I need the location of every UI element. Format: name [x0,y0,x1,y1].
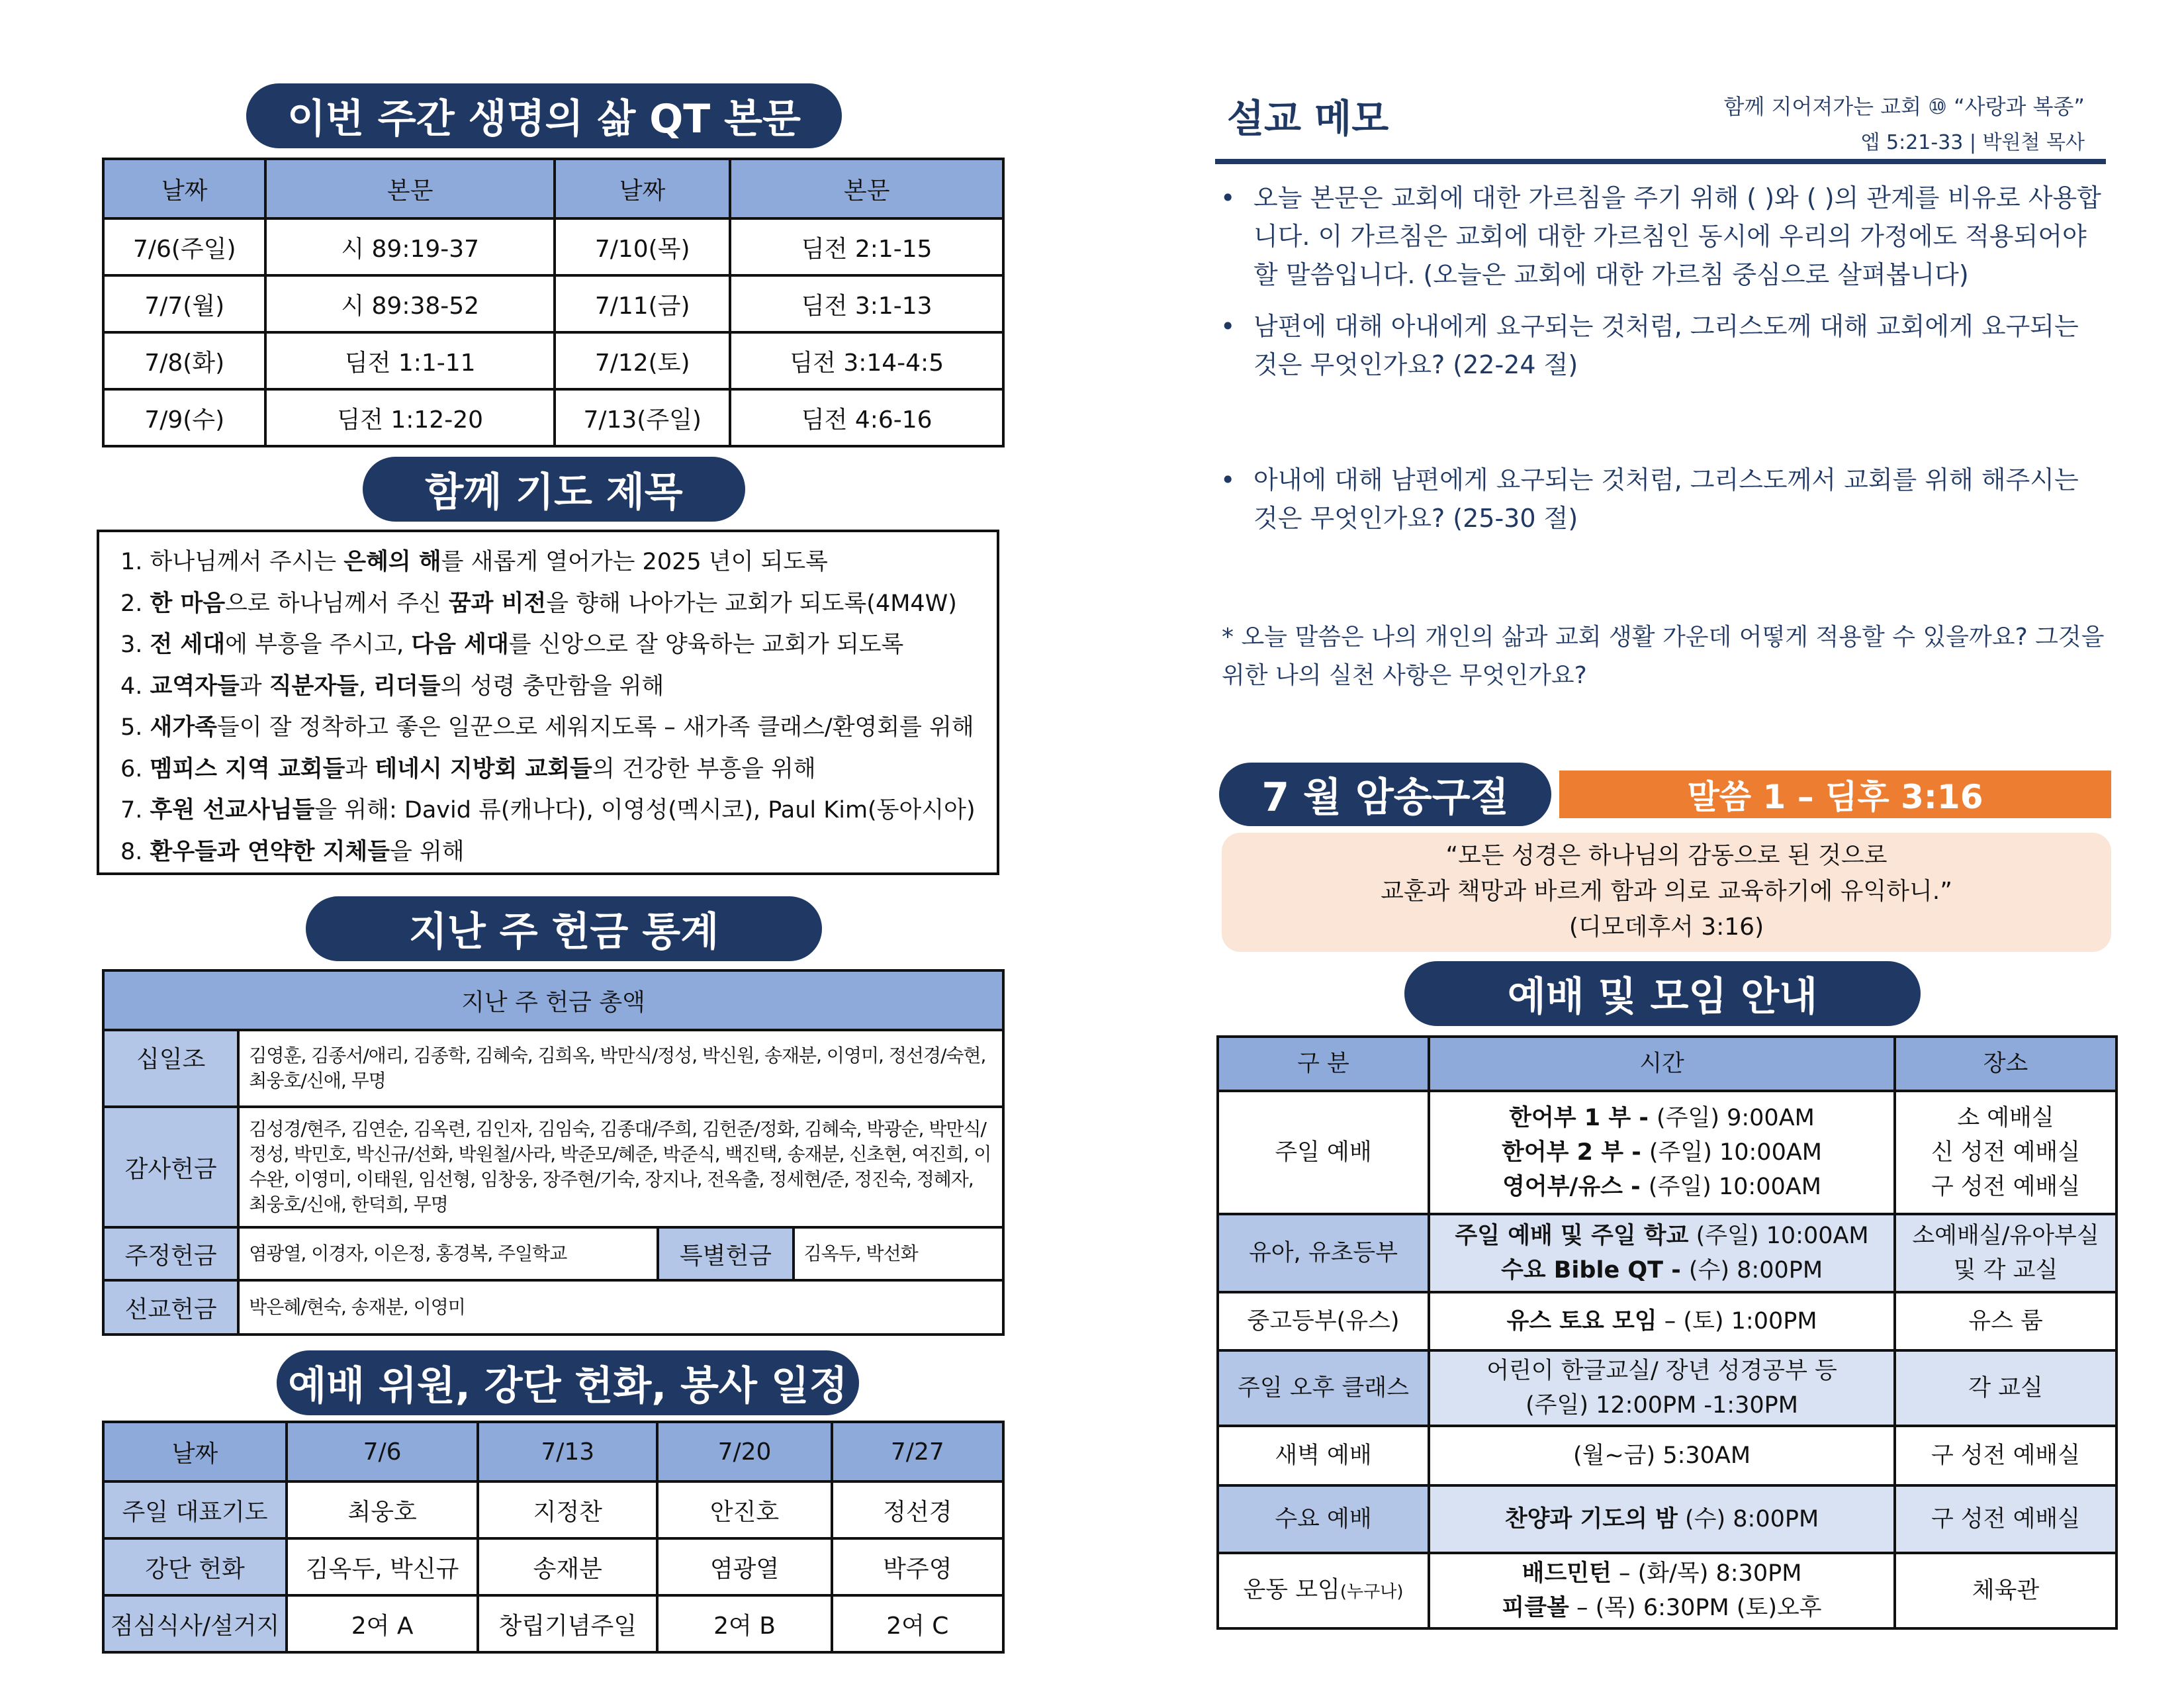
sermon-reference: 엡 5:21-33 | 박원철 목사 [1860,131,2085,154]
worship-place-line: 및 각 교실 [1953,1257,2058,1284]
duty-cell: 안진호 [657,1481,831,1538]
duty-header: 7/20 [657,1422,831,1481]
qt-cell: 7/12(토) [555,332,730,389]
duty-header: 7/13 [478,1422,657,1481]
memo-item: • 아내에 대해 남편에게 요구되는 것처럼, 그리스도께서 교회를 위해 해주시는 것은 무엇인가요? (25-30 절) [1215,461,2109,538]
tithe-names: 김영훈, 김종서/애리, 김종학, 김혜숙, 김희옥, 박만식/정성, 박신원, 송재분, 이영미, 정선경/숙현, 최웅호/신애, 무명 [238,1030,1003,1107]
worship-category [1218,1485,1429,1553]
worship-row [1218,1091,2116,1214]
worship-place [1895,1553,2116,1628]
worship-time-line [1431,1135,1893,1170]
worship-time-line [1431,1170,1893,1204]
duty-title: 예배 위원, 강단 헌화, 봉사 일정 [277,1350,859,1415]
worship-time-line [1431,1101,1893,1135]
qt-header: 날짜 [103,159,265,218]
mission-label: 선교헌금 [103,1280,238,1335]
worship-event: 영어부/유스 - [1502,1174,1649,1200]
worship-schedule: (주일) 9:00AM [1657,1105,1815,1131]
prayer-box [97,530,999,875]
thanks-names: 김성경/현주, 김연순, 김옥련, 김인자, 김임숙, 김종대/주희, 김헌준/정화, 김혜숙, 박광순, 박만식/정성, 박민호, 박신규/선화, 박원철/사라, 박준모/혜준, 박준식, 백진택, 송재분, 신초현, 여진희, 이수완, 이영미, 이태원, 임선형, 임창웅, 장주현/기숙, 장지나, 전옥출, 정세현/준, 정진숙, 정혜자, 최웅호/신애, 한덕희, 무명 [238,1107,1003,1227]
worship-place-line: 구 성전 예배실 [1931,1442,2081,1469]
prayer-item [120,583,997,625]
prayer-text: 들이 잘 정착하고 좋은 일꾼으로 세워지도록 – 새가족 클래스/환영회를 위해 [216,714,974,741]
worship-time-line [1431,1354,1893,1388]
worship-time-line [1431,1304,1893,1338]
worship-place [1895,1292,2116,1350]
prayer-item [120,541,997,583]
prayer-text: 3. [120,632,150,658]
worship-place [1895,1426,2116,1485]
qt-cell: 7/11(금) [555,275,730,332]
memo-title: 설교 메모 [1227,96,1389,141]
duty-row [103,1538,1003,1595]
prayer-text: 과 [345,755,375,782]
mission-names: 박은혜/현숙, 송재분, 이영미 [238,1280,1003,1335]
tithe-label: 십일조 [103,1030,238,1107]
qt-header: 본문 [265,159,555,218]
prayer-text: 에 부흥을 주시고, [225,632,412,658]
worship-time [1429,1292,1895,1350]
prayer-emphasis: 테네시 지방회 교회들 [375,755,592,782]
worship-category [1218,1214,1429,1292]
worship-header: 장소 [1895,1037,2116,1091]
prayer-text: 6. [120,755,150,782]
prayer-text: 2. [120,590,150,617]
prayer-text: 을 위해: David 류(캐나다), 이영성(멕시코), Paul Kim(동아시아) [314,797,976,823]
prayer-emphasis: 환우들과 연약한 지체들 [150,838,390,865]
duty-cell: 박주영 [832,1538,1003,1595]
worship-category-label: 새벽 예배 [1275,1442,1372,1469]
worship-place-line: 체육관 [1972,1577,2040,1604]
worship-time-line [1431,1591,1893,1625]
duty-cell: 창립기념주일 [478,1595,657,1652]
prayer-text: 의 건강한 부흥을 위해 [592,755,816,782]
qt-cell: 7/9(수) [103,389,265,446]
prayer-emphasis: 교역자들 [150,673,240,700]
prayer-emphasis: 은혜의 해 [343,549,441,575]
duty-header: 7/27 [832,1422,1003,1481]
worship-time-line [1431,1438,1893,1473]
duty-cell: 지정찬 [478,1481,657,1538]
prayer-text: 을 위해 [390,838,465,865]
worship-row [1218,1292,2116,1350]
prayer-item [120,707,997,749]
worship-schedule: (수) 8:00PM [1677,1506,1819,1532]
worship-place-line: 구 성전 예배실 [1931,1506,2081,1532]
memo-item: • 오늘 본문은 교회에 대한 가르침을 주기 위해 ( )와 ( )의 관계를 비유로 사용합니다. 이 가르침은 교회에 대한 가르침인 동시에 우리의 가정에도 적용되어야 할 말씀입니다. (오늘은 교회에 대한 가르침 중심으로 살펴봅니다) [1215,179,2109,294]
prayer-text: 으로 하나님께서 주신 [225,590,449,617]
worship-category-label: 중고등부(유스) [1247,1308,1400,1335]
prayer-text: 을 향해 나아가는 교회가 되도록(4M4W) [546,590,957,617]
worship-event: 한어부 2 부 - [1502,1139,1649,1166]
qt-title: 이번 주간 생명의 삶 QT 본문 [246,83,842,148]
prayer-text: 를 신앙으로 잘 양육하는 교회가 되도록 [508,632,904,658]
prayer-item [120,666,997,708]
prayer-item [120,749,997,790]
worship-row [1218,1553,2116,1628]
qt-cell: 7/8(화) [103,332,265,389]
worship-time-line [1431,1253,1893,1288]
worship-time [1429,1426,1895,1485]
duty-cell: 염광열 [657,1538,831,1595]
worship-header: 시간 [1429,1037,1895,1091]
qt-cell: 7/10(목) [555,218,730,275]
prayer-emphasis: 새가족 [150,714,217,741]
weekly-names: 염광열, 이경자, 이은정, 홍경복, 주일학교 [238,1227,658,1280]
worship-event: 수요 Bible QT - [1500,1257,1689,1284]
duty-role: 강단 헌화 [103,1538,287,1595]
qt-cell: 7/13(주일) [555,389,730,446]
duty-cell: 2여 B [657,1595,831,1652]
offering-total-header: 지난 주 헌금 총액 [103,970,1003,1030]
duty-cell: 정선경 [832,1481,1003,1538]
prayer-text: 5. [120,714,150,741]
worship-time-line [1431,1388,1893,1423]
qt-cell: 딤전 1:12-20 [265,389,555,446]
prayer-emphasis: 리더들 [373,673,441,700]
worship-category [1218,1091,1429,1214]
duty-cell: 최웅호 [287,1481,478,1538]
worship-category [1218,1426,1429,1485]
prayer-text: 4. [120,673,150,700]
prayer-text: 과 [239,673,269,700]
qt-header: 본문 [730,159,1003,218]
prayer-emphasis: 한 마음 [150,590,226,617]
prayer-emphasis: 후원 선교사님들 [150,797,315,823]
qt-row [103,389,1003,446]
special-label: 특별헌금 [658,1227,793,1280]
offering-title: 지난 주 헌금 통계 [306,896,822,961]
worship-place [1895,1485,2116,1553]
worship-event: 배드민턴 [1522,1560,1612,1587]
memo-divider [1215,159,2106,164]
worship-time-line [1431,1502,1893,1536]
worship-time-line [1431,1219,1893,1253]
memo-list [1215,179,2109,538]
worship-event: 주일 예배 및 주일 학교 [1455,1223,1689,1249]
prayer-text: 의 성령 충만함을 위해 [440,673,664,700]
prayer-emphasis: 전 세대 [150,632,226,658]
qt-row [103,218,1003,275]
duty-table [102,1421,1005,1654]
qt-row [103,275,1003,332]
duty-header: 7/6 [287,1422,478,1481]
worship-schedule: (주일) 10:00AM [1649,1139,1822,1166]
prayer-list [99,532,997,872]
worship-time-line [1431,1556,1893,1591]
duty-cell: 2여 A [287,1595,478,1652]
qt-cell: 딤전 2:1-15 [730,218,1003,275]
verse-line: “모든 성경은 하나님의 감동으로 된 것으로 [1445,842,1888,869]
worship-event: 찬양과 기도의 밤 [1504,1506,1678,1532]
verse-line: (디모데후서 3:16) [1569,914,1764,941]
worship-place-line: 소예배실/유아부실 [1912,1223,2099,1249]
weekly-label: 주정헌금 [103,1227,238,1280]
prayer-text: 8. [120,838,150,865]
worship-schedule: (월~금) 5:30AM [1572,1442,1751,1469]
verse-title: 7 월 암송구절 [1219,763,1551,826]
worship-place-line: 구 성전 예배실 [1931,1174,2081,1200]
qt-cell: 시 89:38-52 [265,275,555,332]
worship-time [1429,1485,1895,1553]
worship-time [1429,1214,1895,1292]
special-names: 김옥두, 박선화 [794,1227,1003,1280]
worship-category-label: 운동 모임 [1243,1576,1340,1603]
worship-category-label: 주일 오후 클래스 [1238,1375,1409,1401]
worship-schedule: – (토) 1:00PM [1657,1308,1817,1335]
prayer-item [120,831,997,873]
duty-header: 날짜 [103,1422,287,1481]
worship-schedule: 어린이 한글교실/ 장년 성경공부 등 [1486,1358,1837,1384]
worship-place-line: 유스 룸 [1968,1308,2043,1335]
prayer-emphasis: 다음 세대 [411,632,509,658]
prayer-title: 함께 기도 제목 [363,457,745,522]
worship-header: 구 분 [1218,1037,1429,1091]
duty-cell: 김옥두, 박신규 [287,1538,478,1595]
worship-row [1218,1426,2116,1485]
worship-row [1218,1485,2116,1553]
worship-schedule: – (목) 6:30PM (토)오후 [1569,1595,1822,1621]
qt-row [103,332,1003,389]
qt-table [102,158,1005,447]
worship-category-label: 유아, 유초등부 [1248,1240,1398,1266]
verse-tag: 말씀 1 – 딤후 3:16 [1559,771,2111,818]
duty-role: 점심식사/설거지 [103,1595,287,1652]
worship-table [1216,1035,2118,1630]
prayer-item [120,790,997,831]
worship-time [1429,1350,1895,1426]
prayer-text: 를 새롭게 열어가는 2025 년이 되도록 [441,549,828,575]
prayer-emphasis: 직분자들 [269,673,359,700]
qt-cell: 딤전 3:14-4:5 [730,332,1003,389]
duty-cell: 2여 C [832,1595,1003,1652]
worship-schedule: – (화/목) 8:30PM [1611,1560,1802,1587]
worship-category-label: 주일 예배 [1275,1139,1372,1166]
memo-item: • 남편에 대해 아내에게 요구되는 것처럼, 그리스도께 대해 교회에게 요구되는 것은 무엇인가요? (22-24 절) [1215,307,2109,384]
verse-line: 교훈과 책망과 바르게 함과 의로 교육하기에 유익하니.” [1381,878,1952,905]
qt-cell: 시 89:19-37 [265,218,555,275]
prayer-text: 7. [120,797,150,823]
worship-event: 한어부 1 부 - [1509,1105,1657,1131]
worship-schedule: (수) 8:00PM [1688,1257,1823,1284]
worship-row [1218,1214,2116,1292]
duty-role: 주일 대표기도 [103,1481,287,1538]
qt-header: 날짜 [555,159,730,218]
duty-cell: 송재분 [478,1538,657,1595]
qt-cell: 7/7(월) [103,275,265,332]
prayer-item [120,624,997,666]
worship-place-line: 신 성전 예배실 [1931,1139,2081,1166]
worship-place-line: 각 교실 [1968,1375,2043,1401]
worship-schedule: (주일) 10:00AM [1648,1174,1821,1200]
offering-table [102,969,1005,1336]
worship-body [1218,1091,2116,1628]
worship-place-line: 소 예배실 [1957,1105,2054,1131]
worship-category-note: (누구나) [1340,1581,1404,1602]
worship-time [1429,1553,1895,1628]
prayer-emphasis: 멤피스 지역 교회들 [150,755,345,782]
worship-time [1429,1091,1895,1214]
sermon-series: 함께 지어져가는 교회 ⑩ “사랑과 복종” [1723,94,2085,119]
prayer-text: 1. 하나님께서 주시는 [120,549,344,575]
worship-place [1895,1214,2116,1292]
thanks-label: 감사헌금 [103,1107,238,1227]
qt-cell: 딤전 1:1-11 [265,332,555,389]
worship-title: 예배 및 모임 안내 [1404,961,1921,1026]
qt-cell: 7/6(주일) [103,218,265,275]
worship-category-label: 수요 예배 [1275,1506,1372,1532]
worship-schedule: (주일) 10:00AM [1688,1223,1869,1249]
qt-cell: 딤전 4:6-16 [730,389,1003,446]
worship-event: 피클볼 [1502,1595,1569,1621]
worship-row [1218,1350,2116,1426]
worship-schedule: (주일) 12:00PM -1:30PM [1525,1392,1798,1419]
prayer-emphasis: 꿈과 비전 [448,590,547,617]
prayer-text: , [358,673,374,700]
worship-category [1218,1292,1429,1350]
duty-row [103,1595,1003,1652]
verse-box [1222,833,2111,952]
worship-category [1218,1350,1429,1426]
worship-event: 유스 토요 모임 [1506,1308,1657,1335]
worship-category [1218,1553,1429,1628]
worship-place [1895,1350,2116,1426]
memo-question: * 오늘 말씀은 나의 개인의 삶과 교회 생활 가운데 어떻게 적용할 수 있을까요? 그것을 위한 나의 실천 사항은 무엇인가요? [1222,624,2105,689]
worship-place [1895,1091,2116,1214]
duty-row [103,1481,1003,1538]
qt-cell: 딤전 3:1-13 [730,275,1003,332]
